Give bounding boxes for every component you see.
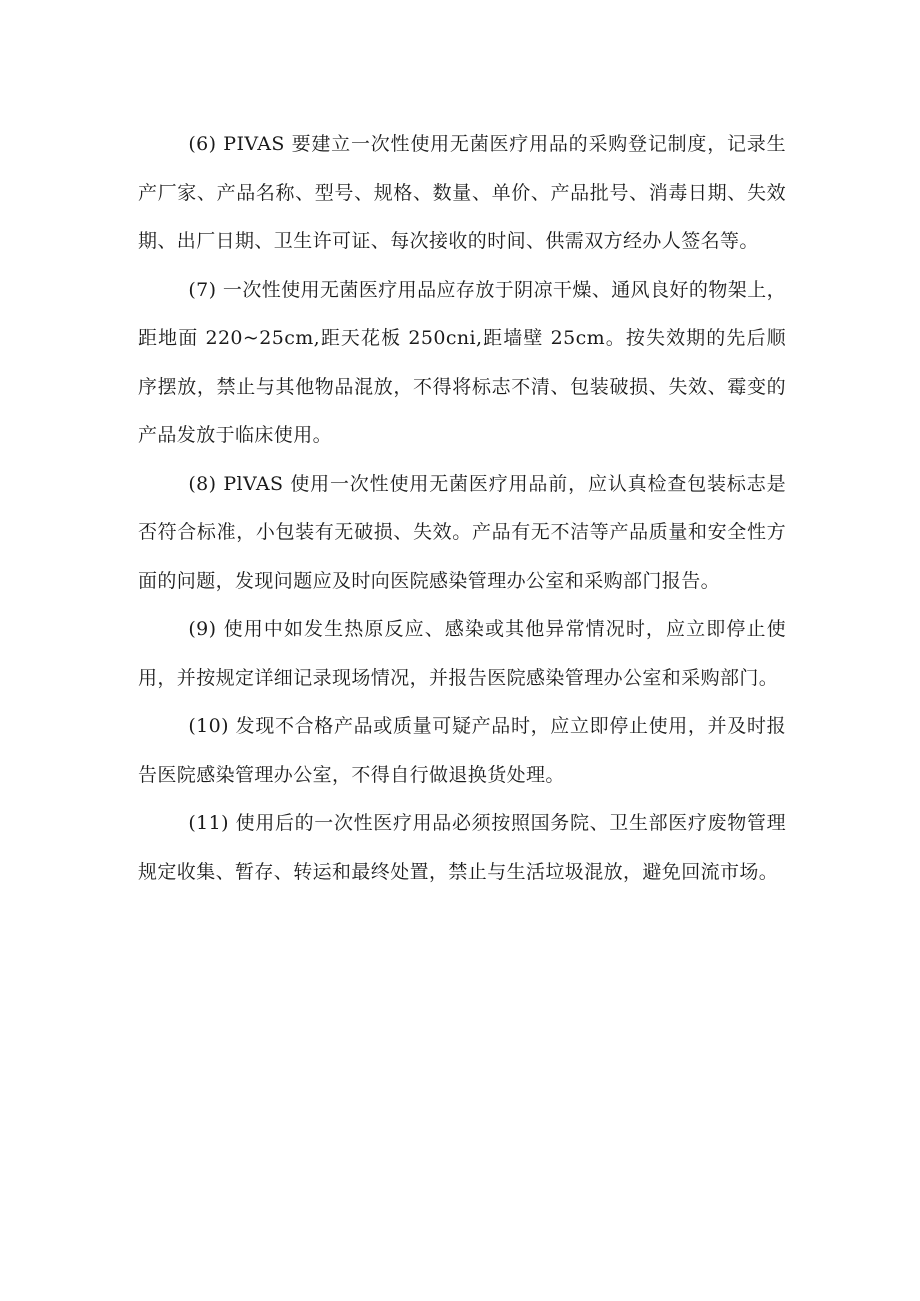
paragraph-7: (7) 一次性使用无菌医疗用品应存放于阴凉干燥、通风良好的物架上，距地面 220~25cm,距天花板 250cni,距墙壁 25cm。按失效期的先后顺序摆放，禁止与其他物品混放，不得将标志不清、包装破损、失效、霉变的产品发放于临床使用。 <box>138 278 786 446</box>
paragraph-6: (6) PIVAS 要建立一次性使用无菌医疗用品的采购登记制度，记录生产厂家、产品名称、型号、规格、数量、单价、产品批号、消毒日期、失效期、出厂日期、卫生许可证、每次接收的时间、供需双方经办人签名等。 <box>138 133 786 252</box>
document-body <box>138 120 786 896</box>
paragraph-9: (9) 使用中如发生热原反应、感染或其他异常情况时，应立即停止使用，并按规定详细记录现场情况，并报告医院感染管理办公室和采购部门。 <box>138 618 786 689</box>
paragraph-11: (11) 使用后的一次性医疗用品必须按照国务院、卫生部医疗废物管理规定收集、暂存、转运和最终处置，禁止与生活垃圾混放，避免回流市场。 <box>138 812 786 883</box>
paragraph-10: (10) 发现不合格产品或质量可疑产品时，应立即停止使用，并及时报告医院感染管理办公室，不得自行做退换货处理。 <box>138 715 786 786</box>
paragraph-8: (8) PlVAS 使用一次性使用无菌医疗用品前，应认真检查包装标志是否符合标准，小包装有无破损、失效。产品有无不洁等产品质量和安全性方面的问题，发现问题应及时向医院感染管理办公室和采购部门报告。 <box>138 472 786 592</box>
